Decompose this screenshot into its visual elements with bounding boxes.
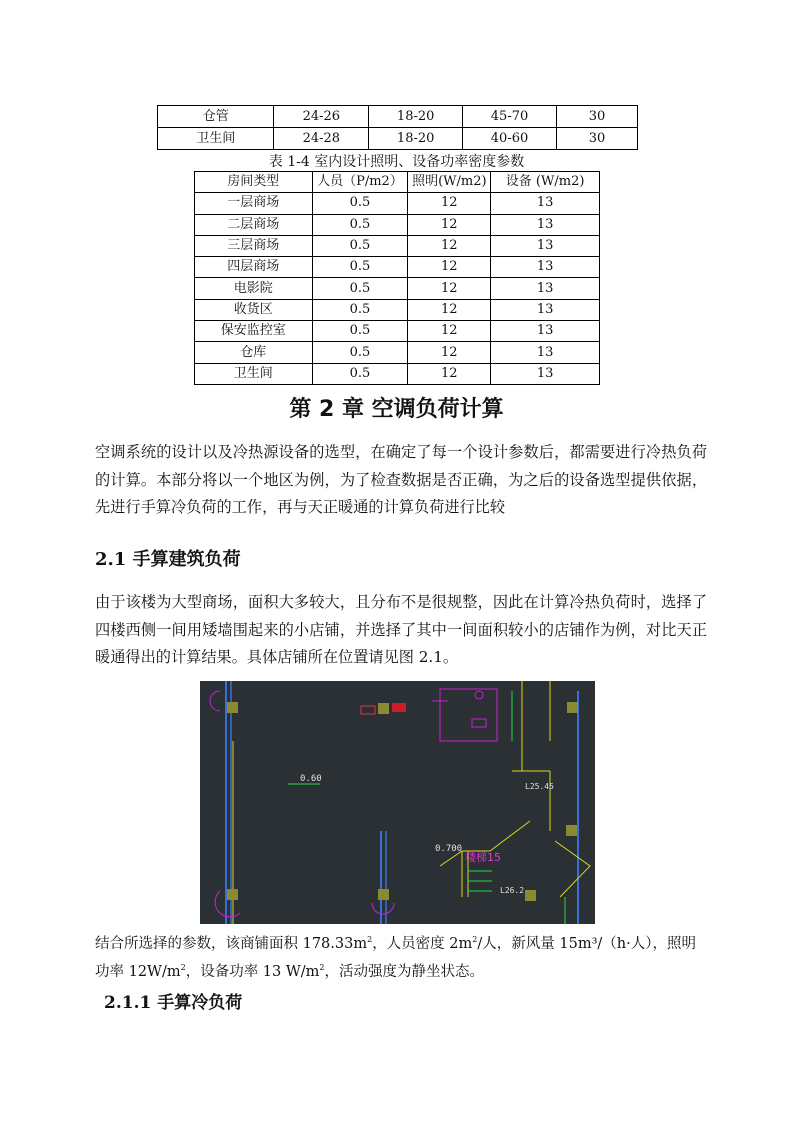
param-sup-1: 2 xyxy=(367,935,373,944)
table-row xyxy=(195,342,600,363)
table-cell: 0.5 xyxy=(312,321,408,342)
param-sup-2: 2 xyxy=(472,935,478,944)
table-cell: 收货区 xyxy=(195,299,313,320)
table-header-cell: 人员（P/m2） xyxy=(312,172,408,193)
param-sup-3: 2 xyxy=(180,962,186,972)
table-cell: 卫生间 xyxy=(158,128,274,150)
top-table xyxy=(157,105,638,150)
table-cell: 0.5 xyxy=(312,342,408,363)
table-row xyxy=(195,363,600,384)
intro-paragraph: 空调系统的设计以及冷热源设备的选型，在确定了每一个设计参数后，都需要进行冷热负荷的计算。本部分将以一个地区为例，为了检查数据是否正确，为之后的设备选型提供依据，先进行手算冷负荷的工作，再与天正暖通的计算负荷进行比较 xyxy=(95,443,707,516)
table-cell: 13 xyxy=(491,342,600,363)
table-cell: 13 xyxy=(491,257,600,278)
table-cell: 0.5 xyxy=(312,193,408,214)
table-cell: 12 xyxy=(408,278,491,299)
table-row xyxy=(195,278,600,299)
table-cell: 18-20 xyxy=(369,106,463,128)
table-header-cell: 照明(W/m2) xyxy=(408,172,491,193)
figure-label-4: L26.2 xyxy=(500,886,525,895)
table-cell: 保安监控室 xyxy=(195,321,313,342)
table-cell: 13 xyxy=(491,193,600,214)
table-cell: 30 xyxy=(556,128,637,150)
table-row xyxy=(195,321,600,342)
table-header-cell: 房间类型 xyxy=(195,172,313,193)
table-row xyxy=(158,106,638,128)
table-cell: 12 xyxy=(408,193,491,214)
table-cell: 一层商场 xyxy=(195,193,313,214)
table-cell: 12 xyxy=(408,299,491,320)
param-text-2: ，人员密度 2m xyxy=(372,935,473,952)
table-cell: 0.5 xyxy=(312,235,408,256)
table-cell: 13 xyxy=(491,363,600,384)
table-cell: 仓库 xyxy=(195,342,313,363)
section-heading-2-1-1: 2.1.1 手算冷负荷 xyxy=(104,993,243,1013)
table-cell: 12 xyxy=(408,363,491,384)
table-cell: 18-20 xyxy=(369,128,463,150)
table-cell: 13 xyxy=(491,299,600,320)
table-row xyxy=(195,193,600,214)
table-cell: 30 xyxy=(556,106,637,128)
param-sup-4: 2 xyxy=(319,962,325,972)
table-cell: 仓管 xyxy=(158,106,274,128)
param-text-5: ，活动强度为静坐状态。 xyxy=(324,963,485,980)
table-cell: 电影院 xyxy=(195,278,313,299)
figure-label-1: 楼梯15 xyxy=(465,851,501,864)
table-cell: 0.5 xyxy=(312,214,408,235)
parameter-paragraph xyxy=(95,928,707,984)
table-cell: 24-26 xyxy=(274,106,369,128)
floor-plan-drawing xyxy=(200,681,595,924)
table-cell: 0.5 xyxy=(312,299,408,320)
table-row xyxy=(195,214,600,235)
table-row xyxy=(195,235,600,256)
floor-plan-figure xyxy=(200,681,595,924)
table-cell: 三层商场 xyxy=(195,235,313,256)
table-cell: 二层商场 xyxy=(195,214,313,235)
table-cell: 24-28 xyxy=(274,128,369,150)
table-caption: 表 1-4 室内设计照明、设备功率密度参数 xyxy=(268,154,525,170)
param-text-4: ，设备功率 13 W/m xyxy=(185,963,320,980)
table-cell: 12 xyxy=(408,342,491,363)
table-cell: 13 xyxy=(491,321,600,342)
table-cell: 13 xyxy=(491,214,600,235)
table-cell: 45-70 xyxy=(463,106,557,128)
figure-label-0: 0.60 xyxy=(300,774,322,784)
power-density-table xyxy=(194,171,600,385)
table-header-row xyxy=(195,172,600,193)
table-cell: 13 xyxy=(491,235,600,256)
table-cell: 12 xyxy=(408,214,491,235)
param-text-3: /人，新风量 15m³/（h·人），照明功率 12W/m xyxy=(95,935,696,980)
table-cell: 0.5 xyxy=(312,257,408,278)
figure-label-2: 0.700 xyxy=(435,844,463,854)
table-cell: 12 xyxy=(408,321,491,342)
table-header-cell: 设备 (W/m2) xyxy=(491,172,600,193)
section-paragraph: 由于该楼为大型商场，面积大多较大，且分布不是很规整，因此在计算冷热负荷时，选择了四楼西侧一间用矮墙围起来的小店铺，并选择了其中一间面积较小的店铺作为例，对比天正暖通得出的计算结果。具体店铺所在位置请见图 2.1。 xyxy=(95,593,707,666)
table-cell: 40-60 xyxy=(463,128,557,150)
table-row xyxy=(158,128,638,150)
table-row xyxy=(195,257,600,278)
table-cell: 四层商场 xyxy=(195,257,313,278)
table-cell: 0.5 xyxy=(312,363,408,384)
table-cell: 0.5 xyxy=(312,278,408,299)
table-cell: 12 xyxy=(408,257,491,278)
param-text-1: 结合所选择的参数，该商铺面积 178.33m xyxy=(95,935,368,952)
table-cell: 13 xyxy=(491,278,600,299)
table-row xyxy=(195,299,600,320)
section-heading-2-1: 2.1 手算建筑负荷 xyxy=(95,549,241,570)
figure-label-3: L25.45 xyxy=(525,782,554,791)
chapter-title: 第 2 章 空调负荷计算 xyxy=(289,397,504,422)
table-cell: 卫生间 xyxy=(195,363,313,384)
table-cell: 12 xyxy=(408,235,491,256)
